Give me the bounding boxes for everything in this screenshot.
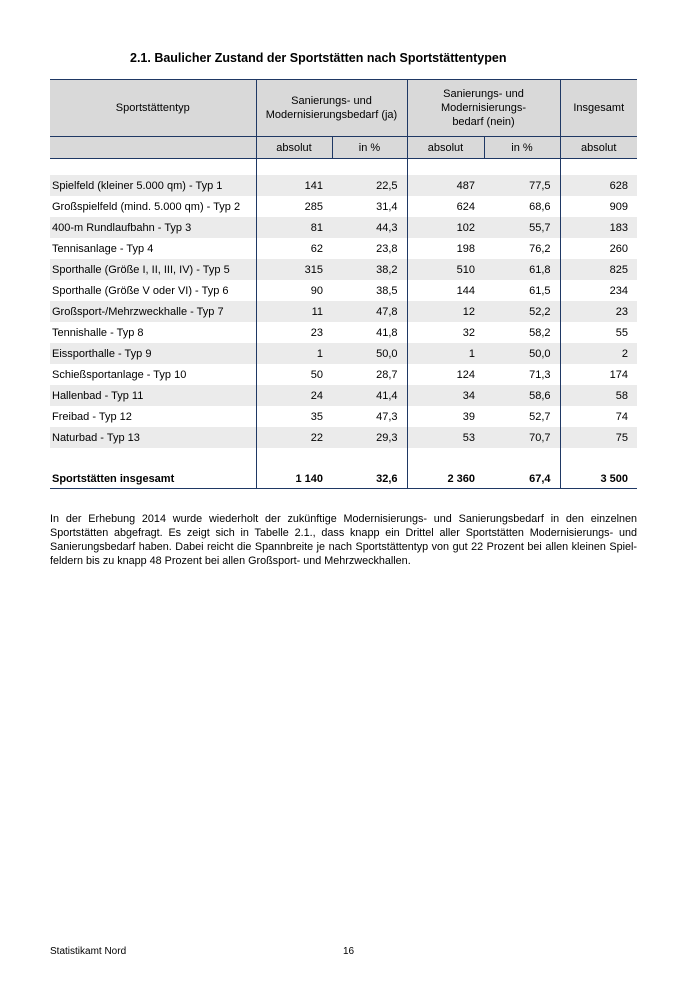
- table-row: [50, 175, 637, 196]
- spacer-row: [50, 448, 637, 470]
- row-nein-absolut: 144: [407, 280, 484, 301]
- row-nein-absolut: 32: [407, 322, 484, 343]
- row-nein-absolut: 510: [407, 259, 484, 280]
- row-name: Tennishalle - Typ 8: [52, 326, 144, 339]
- row-insgesamt: 75: [560, 427, 637, 448]
- row-insgesamt: 909: [560, 196, 637, 217]
- row-nein-prozent: 70,7: [484, 427, 560, 448]
- row-ja-absolut: 22: [256, 427, 332, 448]
- row-ja-absolut: 62: [256, 238, 332, 259]
- total-ja-absolut: 1 140: [256, 470, 332, 489]
- row-ja-absolut: 285: [256, 196, 332, 217]
- table-row: [50, 196, 637, 217]
- row-name: Freibad - Typ 12: [52, 410, 132, 423]
- row-ja-prozent: 47,8: [332, 301, 407, 322]
- header-bedarf-ja: Sanierungs- und Modernisierungsbedarf (ja): [256, 80, 407, 137]
- row-name: 400-m Rundlaufbahn - Typ 3: [50, 217, 256, 238]
- row-insgesamt: 825: [560, 259, 637, 280]
- table-row: [50, 238, 637, 259]
- row-ja-prozent: 29,3: [332, 427, 407, 448]
- row-ja-absolut: 81: [256, 217, 332, 238]
- row-nein-prozent: 77,5: [484, 175, 560, 196]
- total-insgesamt: 3 500: [560, 470, 637, 489]
- row-insgesamt: 55: [560, 322, 637, 343]
- subheader-ja-prozent: in %: [332, 137, 407, 159]
- row-ja-absolut: 50: [256, 364, 332, 385]
- header-bedarf-nein-label: Sanierungs- und Modernisierungs-bedarf (nein): [441, 88, 526, 128]
- footer-organization: Statistikamt Nord: [50, 946, 127, 957]
- row-ja-prozent: 22,5: [332, 175, 407, 196]
- subheader-empty: [50, 137, 256, 159]
- row-nein-prozent: 58,2: [529, 326, 551, 339]
- row-nein-prozent: 52,7: [529, 410, 551, 423]
- row-insgesamt: 260: [560, 238, 637, 259]
- page-number: 16: [343, 946, 355, 957]
- row-nein-absolut: 12: [407, 301, 484, 322]
- row-ja-absolut: 90: [256, 280, 332, 301]
- row-nein-prozent: 68,6: [529, 200, 551, 213]
- body-paragraph: In der Erhebung 2014 wurde wiederholt der zukünftige Modernisierungs- und Sanierungsbedarf in den einzelnen Sportstätten abgefragt. Es zeigt sich in Tabelle 2.1., dass knapp ein Drittel aller Sportstätten Modernisierungs- und Sanierungsbedarf haben. Dabei reicht die Spannbreite je nach Sportstättentyp von gut 22 Prozent bei allen kleinen Spiel-feldern bis zu knapp 48 Prozent bei allen Großsport- und Mehrzweckhallen.: [50, 513, 637, 567]
- row-nein-prozent: 58,6: [484, 385, 560, 406]
- spacer-row: [50, 159, 637, 176]
- table-row: [50, 385, 637, 406]
- row-ja-prozent: 47,3: [376, 410, 398, 423]
- row-ja-absolut: 1: [256, 343, 332, 364]
- row-name: Hallenbad - Typ 11: [50, 385, 256, 406]
- table-row: [50, 364, 637, 385]
- row-nein-prozent: 50,0: [484, 343, 560, 364]
- row-nein-absolut: 487: [407, 175, 484, 196]
- row-nein-absolut: 1: [407, 343, 484, 364]
- row-name: Großspielfeld (mind. 5.000 qm) - Typ 2: [52, 200, 241, 213]
- row-ja-absolut: 315: [256, 259, 332, 280]
- row-name: Naturbad - Typ 13: [50, 427, 256, 448]
- total-name: Sportstätten insgesamt: [50, 470, 256, 489]
- table-row: [50, 280, 637, 301]
- row-insgesamt: 234: [560, 280, 637, 301]
- row-name: Sporthalle (Größe V oder VI) - Typ 6: [52, 284, 229, 297]
- row-ja-prozent: 23,8: [376, 242, 398, 255]
- row-insgesamt: 174: [560, 364, 637, 385]
- table-row: [50, 217, 637, 238]
- row-ja-prozent: 31,4: [376, 200, 398, 213]
- table-row: [50, 406, 637, 427]
- total-nein-prozent: 67,4: [484, 470, 560, 489]
- header-insgesamt: Insgesamt: [560, 80, 637, 137]
- row-insgesamt: 23: [560, 301, 637, 322]
- row-ja-prozent: 44,3: [332, 217, 407, 238]
- row-ja-absolut: 11: [256, 301, 332, 322]
- row-ja-absolut: 24: [256, 385, 332, 406]
- table-row: [50, 343, 637, 364]
- sports-facilities-table: [50, 79, 637, 489]
- section-title: 2.1. Baulicher Zustand der Sportstätten nach Sportstättentypen: [130, 51, 507, 65]
- row-insgesamt: 74: [560, 406, 637, 427]
- row-name: Tennisanlage - Typ 4: [52, 242, 154, 255]
- row-nein-prozent: 52,2: [484, 301, 560, 322]
- row-insgesamt: 628: [560, 175, 637, 196]
- row-name: Spielfeld (kleiner 5.000 qm) - Typ 1: [50, 175, 256, 196]
- subheader-ja-absolut: absolut: [256, 137, 332, 159]
- row-name: Schießsportanlage - Typ 10: [52, 368, 187, 381]
- row-insgesamt: 2: [560, 343, 637, 364]
- row-nein-prozent: 71,3: [529, 368, 551, 381]
- row-ja-prozent: 41,8: [376, 326, 398, 339]
- row-name: Eissporthalle - Typ 9: [50, 343, 256, 364]
- table-row: [50, 301, 637, 322]
- row-insgesamt: 183: [560, 217, 637, 238]
- row-nein-prozent: 61,5: [529, 284, 551, 297]
- row-ja-prozent: 38,5: [376, 284, 398, 297]
- table-row: [50, 259, 637, 280]
- header-sportstaettentyp: Sportstättentyp: [50, 80, 256, 137]
- row-nein-absolut: 624: [407, 196, 484, 217]
- row-nein-absolut: 198: [407, 238, 484, 259]
- row-ja-prozent: 28,7: [376, 368, 398, 381]
- total-ja-prozent: 32,6: [332, 470, 407, 489]
- row-ja-absolut: 35: [256, 406, 332, 427]
- row-nein-absolut: 34: [407, 385, 484, 406]
- total-row: [50, 470, 637, 489]
- row-name: Großsport-/Mehrzweckhalle - Typ 7: [50, 301, 256, 322]
- row-nein-prozent: 76,2: [529, 242, 551, 255]
- row-ja-prozent: 50,0: [332, 343, 407, 364]
- subheader-insgesamt-absolut: absolut: [560, 137, 637, 159]
- row-nein-absolut: 53: [407, 427, 484, 448]
- row-insgesamt: 58: [560, 385, 637, 406]
- row-nein-absolut: 39: [407, 406, 484, 427]
- subheader-nein-absolut: absolut: [407, 137, 484, 159]
- row-ja-absolut: 23: [256, 322, 332, 343]
- header-bedarf-nein: [407, 80, 560, 137]
- total-nein-absolut: 2 360: [407, 470, 484, 489]
- row-ja-absolut: 141: [256, 175, 332, 196]
- row-nein-prozent: 55,7: [484, 217, 560, 238]
- row-name: Sporthalle (Größe I, II, III, IV) - Typ 5: [50, 259, 256, 280]
- row-nein-absolut: 124: [407, 364, 484, 385]
- row-nein-absolut: 102: [407, 217, 484, 238]
- row-nein-prozent: 61,8: [484, 259, 560, 280]
- row-ja-prozent: 41,4: [332, 385, 407, 406]
- row-ja-prozent: 38,2: [332, 259, 407, 280]
- table-row: [50, 427, 637, 448]
- table-row: [50, 322, 637, 343]
- subheader-nein-prozent: in %: [484, 137, 560, 159]
